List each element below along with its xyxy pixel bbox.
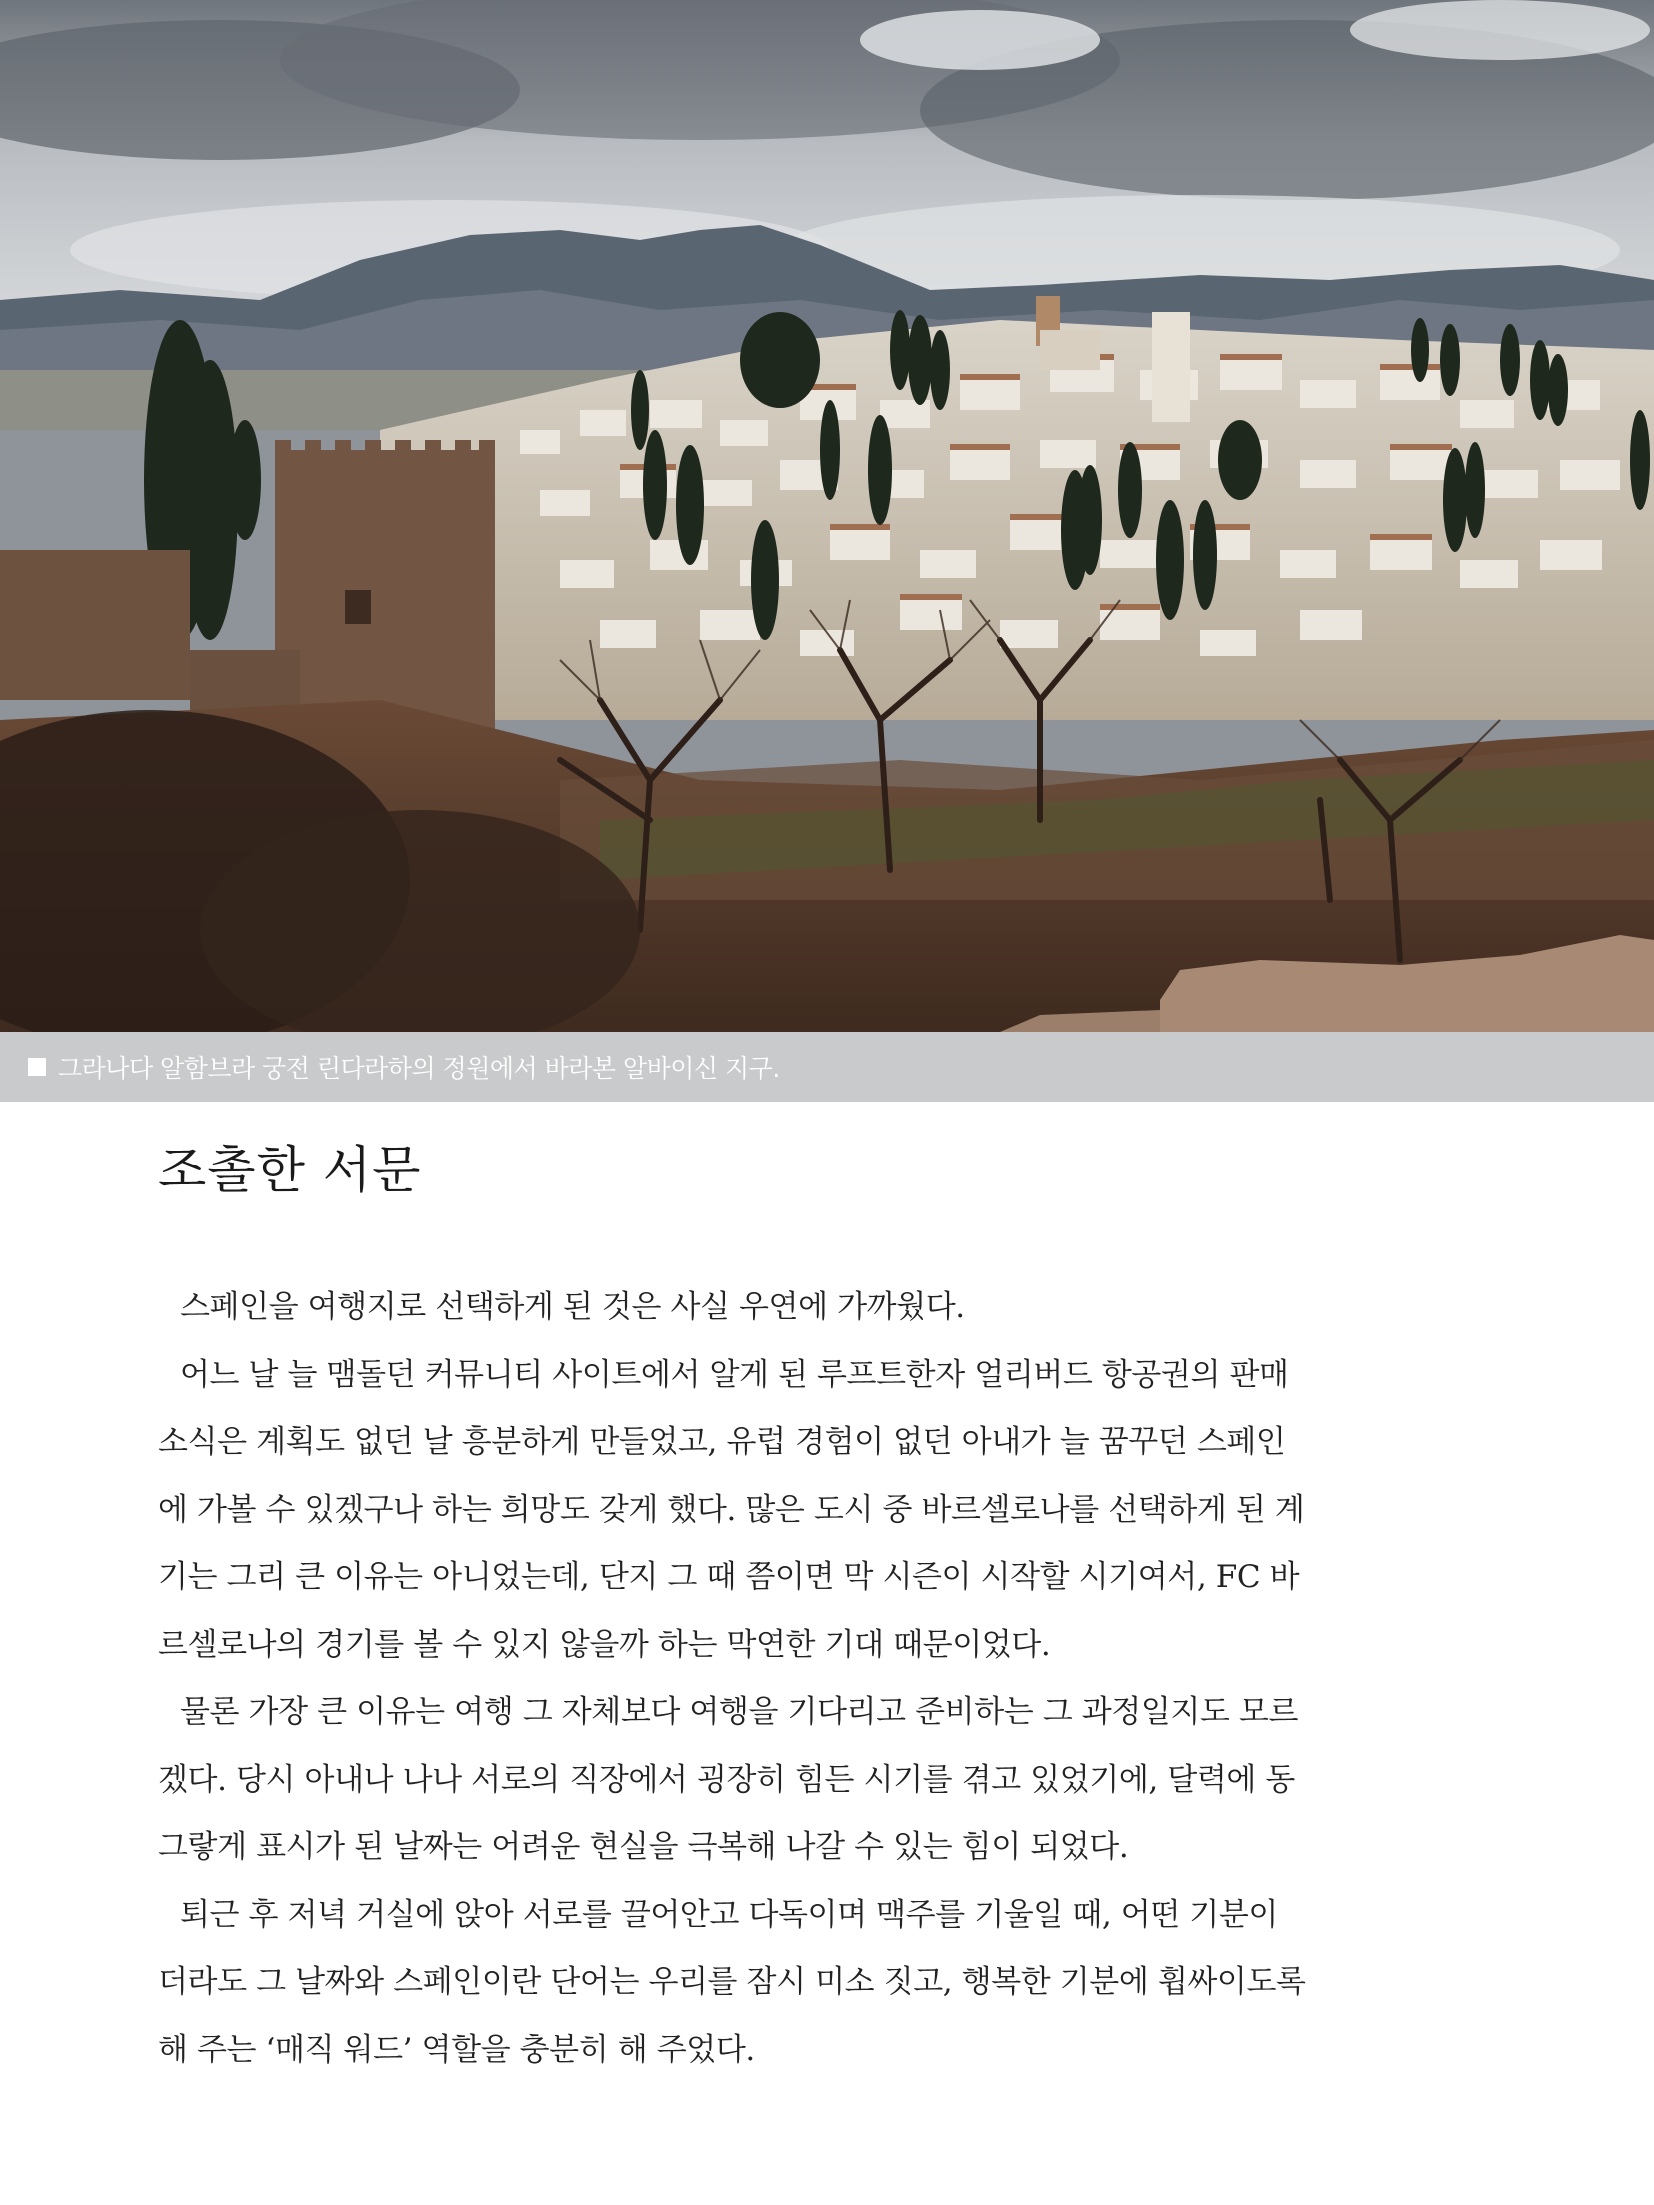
text-line: 겠다. 당시 아내나 나나 서로의 직장에서 굉장히 힘든 시기를 겪고 있었기에, 달력에 동 [158,1761,1295,1798]
text-line: 스페인을 여행지로 선택하게 된 것은 사실 우연에 가까웠다. [180,1289,965,1325]
text-line: 기는 그리 큰 이유는 아니었는데, 단지 그 때 쯤이면 막 시즌이 시작할 시기여서, FC 바 [158,1559,1300,1595]
text-line: 소식은 계획도 없던 날 흥분하게 만들었고, 유럽 경험이 없던 아내가 늘 꿈꾸던 스페인 [158,1424,1286,1460]
text-line: 어느 날 늘 맴돌던 커뮤니티 사이트에서 알게 된 루프트한자 얼리버드 항공권의 판매 [180,1356,1289,1393]
photo-caption: 그라나다 알함브라 궁전 린다라하의 정원에서 바라본 알바이신 지구. [58,1054,780,1083]
article [158,1128,1498,2084]
text-line: 물론 가장 큰 이유는 여행 그 자체보다 여행을 기다리고 준비하는 그 과정일지도 모르 [180,1694,1299,1730]
photo-caption-bar [0,1032,1654,1102]
text-line: 에 가볼 수 있겠구나 하는 희망도 갖게 했다. 많은 도시 중 바르셀로나를 선택하게 된 계 [158,1491,1305,1528]
landscape-photo-icon [0,0,1654,1032]
paragraph-3 [158,1679,1498,1882]
text-line: 르셀로나의 경기를 볼 수 있지 않을까 하는 막연한 기대 때문이었다. [158,1626,1051,1663]
article-body [158,1274,1498,2084]
text-line: 해 주는 ‘매직 워드’ 역할을 충분히 해 주었다. [158,2031,755,2068]
text-line: 그랗게 표시가 된 날짜는 어려운 현실을 극복해 나갈 수 있는 힘이 되었다. [158,1829,1129,1865]
article-title: 조촐한 서문 [158,1141,422,1199]
paragraph-4 [158,1882,1498,2085]
text-line: 퇴근 후 저녁 거실에 앉아 서로를 끌어안고 다독이며 맥주를 기울일 때, 어떤 기분이 [180,1896,1278,1933]
square-bullet-icon [28,1058,46,1076]
albaicin-photo [0,0,1654,1032]
paragraph-2 [158,1342,1498,1680]
text-line: 더라도 그 날짜와 스페인이란 단어는 우리를 잠시 미소 짓고, 행복한 기분에 휩싸이도록 [158,1964,1306,2000]
paragraph-1 [158,1274,1498,1342]
